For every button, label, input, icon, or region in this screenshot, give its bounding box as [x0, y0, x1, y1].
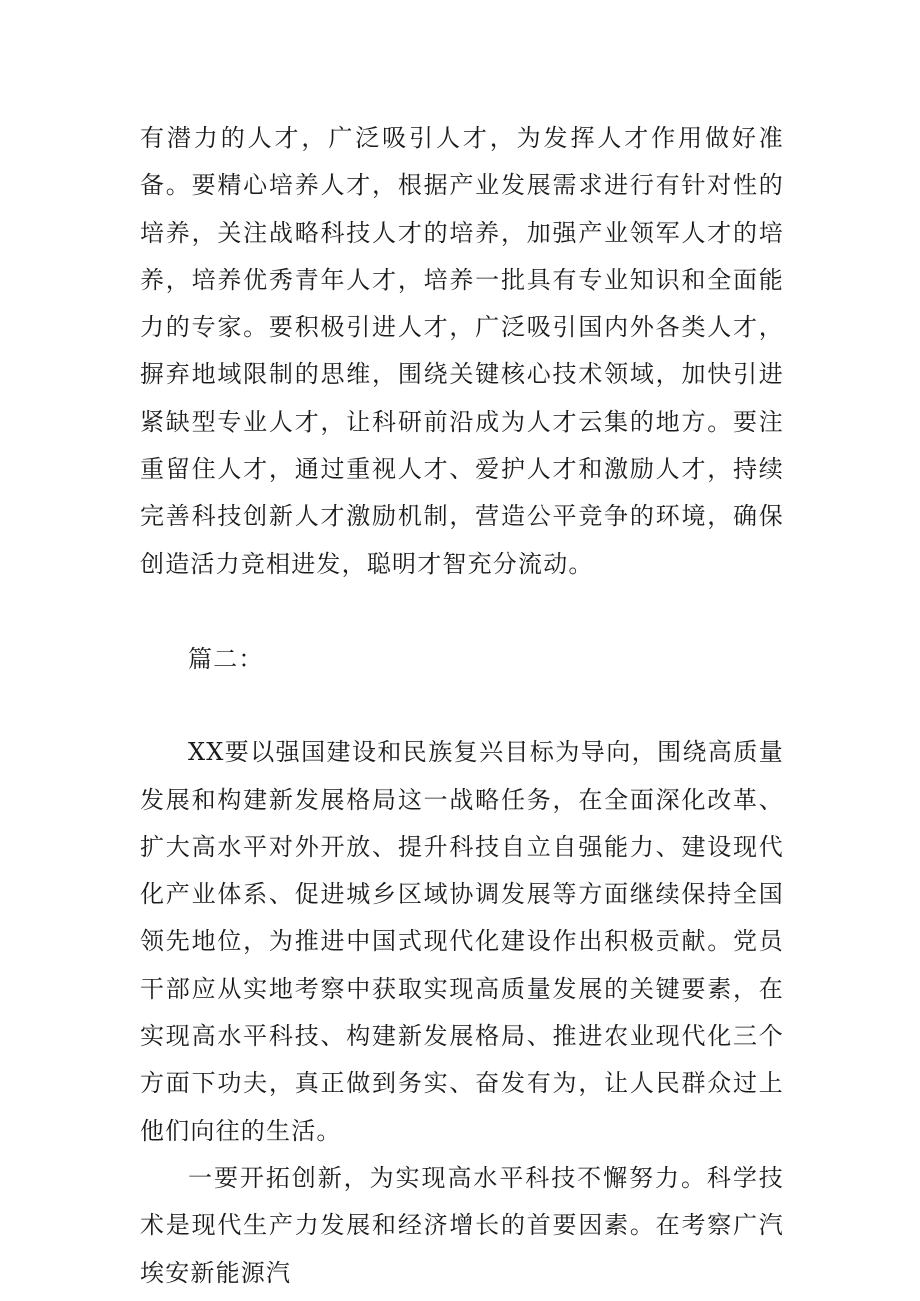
spacer — [140, 683, 784, 729]
continuation-paragraph: 有潜力的人才，广泛吸引人才，为发挥人才作用做好准备。要精心培养人才，根据产业发展需求进行有针对性的培养，关注战略科技人才的培养，加强产业领军人才的培养，培养优秀青年人才，培养一批具有专业知识和全面能力的专家。要积极引进人才，广泛吸引国内外各类人才，摒弃地域限制的思维，围绕关键核心技术领域，加快引进紧缺型专业人才，让科研前沿成为人才云集的地方。要注重留住人才，通过重视人才、爱护人才和激励人才，持续完善科技创新人才激励机制，营造公平竞争的环境，确保创造活力竞相进发，聪明才智充分流动。 — [140, 124, 784, 578]
body-paragraph-2: 一要开拓创新，为实现高水平科技不懈努力。科学技术是现代生产力发展和经济增长的首要因素。在考察广汽埃安新能源汽 — [140, 1163, 784, 1287]
spacer — [140, 588, 784, 636]
section-heading: 篇二： — [188, 644, 264, 673]
document-page — [140, 115, 784, 1297]
body-paragraph-1: XX要以强国建设和民族复兴目标为导向，围绕高质量发展和构建新发展格局这一战略任务，在全面深化改革、扩大高水平对外开放、提升科技自立自强能力、建设现代化产业体系、促进城乡区域协调发展等方面继续保持全国领先地位，为推进中国式现代化建设作出积极贡献。党员干部应从实地考察中获取实现高质量发展的关键要素，在实现高水平科技、构建新发展格局、推进农业现代化三个方面下功夫，真正做到务实、奋发有为，让人民群众过上他们向往的生活。 — [140, 738, 784, 1145]
